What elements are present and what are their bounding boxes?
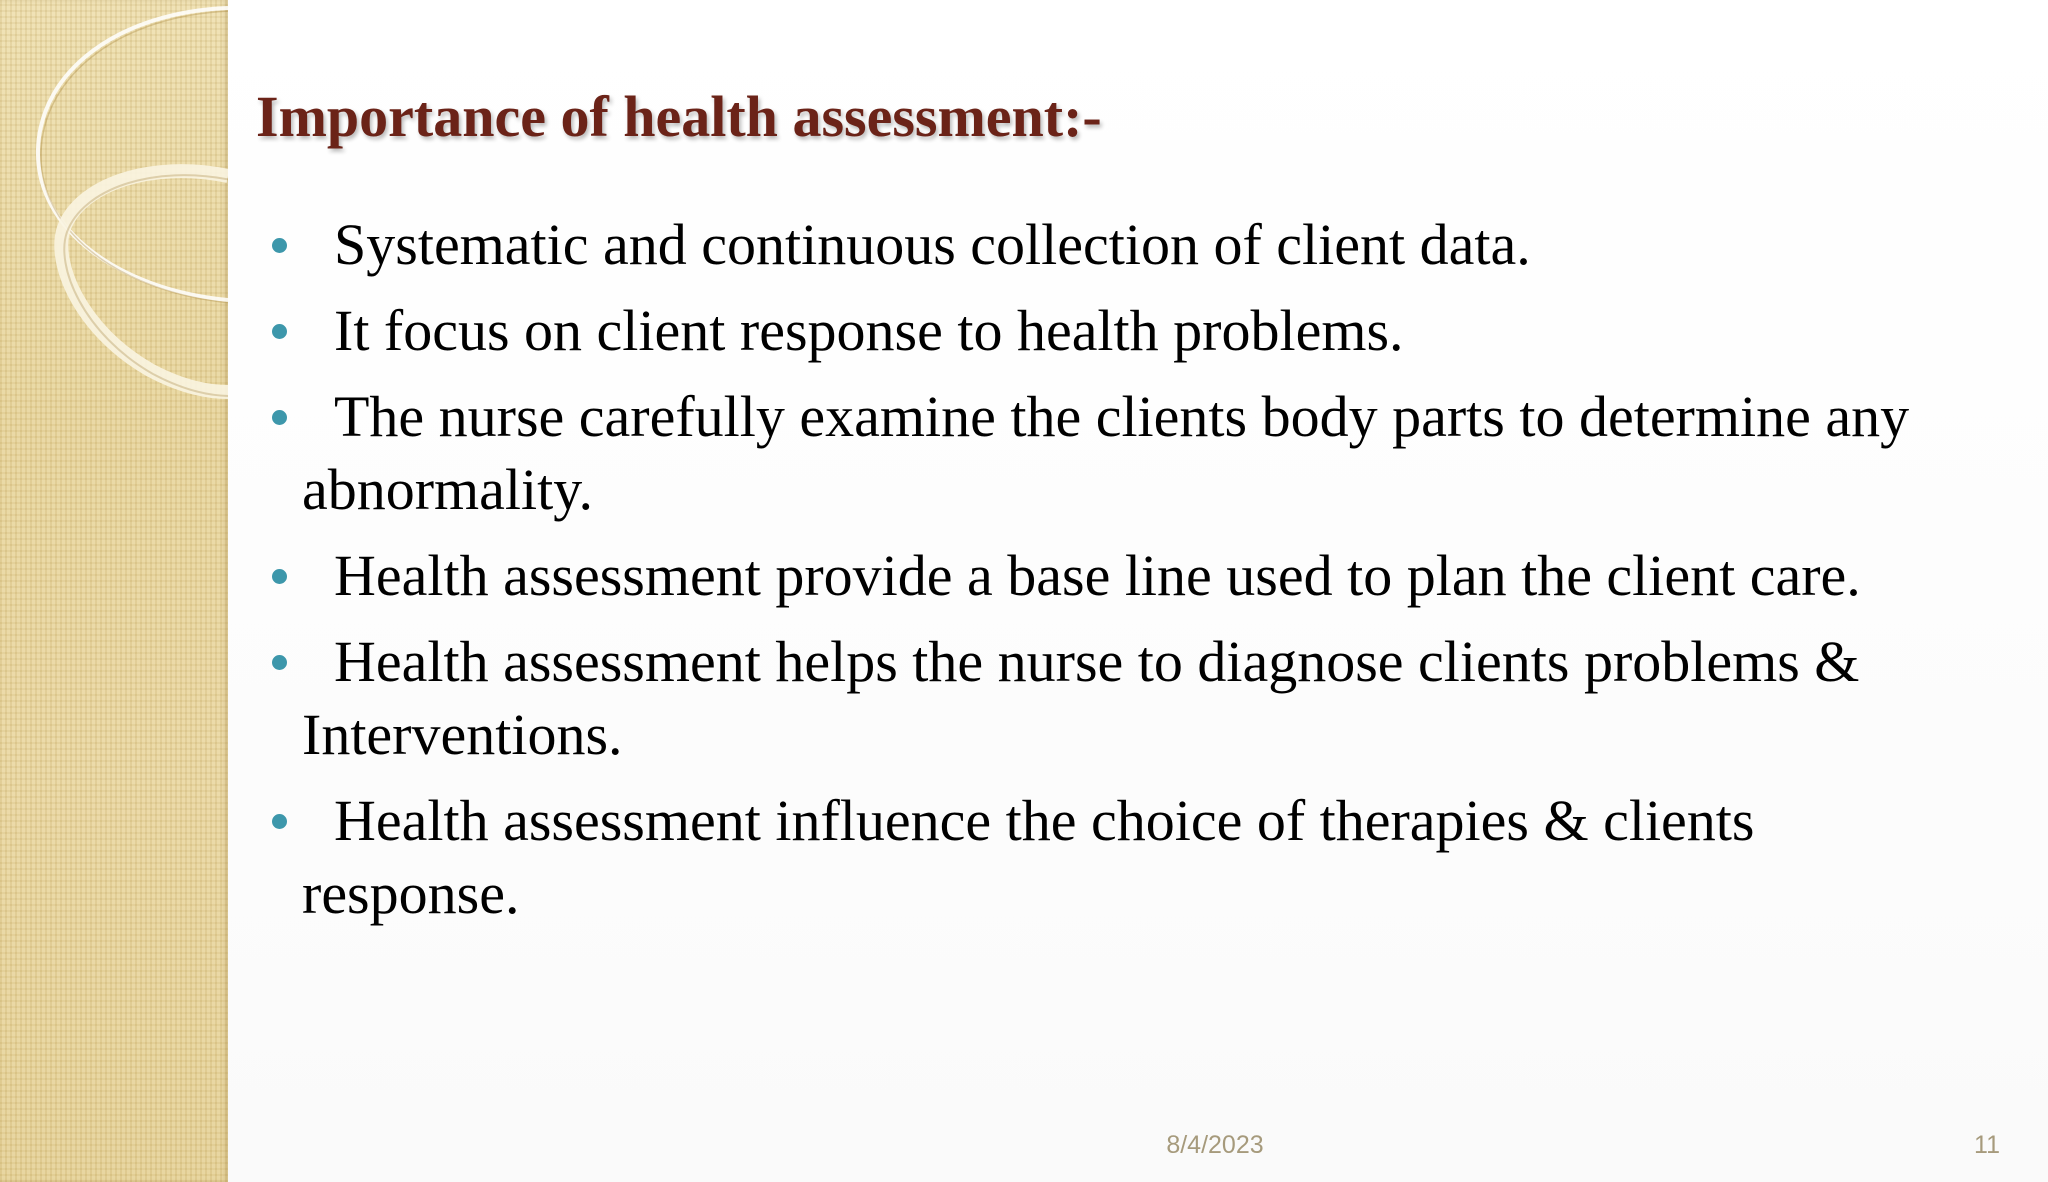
bullet-item (270, 380, 1970, 526)
bullet-dot-icon (272, 655, 287, 670)
bullet-item (270, 784, 1970, 930)
bullet-text: Health assessment provide a base line used to plan the client care. (334, 543, 1861, 608)
bullet-item (270, 625, 1970, 771)
bullet-dot-icon (272, 410, 287, 425)
bullet-text: It focus on client response to health problems. (334, 298, 1404, 363)
bullet-text: Health assessment influence the choice of therapies & clients response. (302, 788, 1755, 926)
page-number: 11 (1974, 1131, 2000, 1159)
bullet-item (270, 294, 1970, 367)
bullet-dot-icon (272, 814, 287, 829)
bullet-text: The nurse carefully examine the clients body parts to determine any abnormality. (302, 384, 1910, 522)
bullet-item (270, 539, 1970, 612)
bullet-text: Health assessment helps the nurse to diagnose clients problems & Interventions. (302, 629, 1860, 767)
bullet-dot-icon (272, 324, 287, 339)
bullet-dot-icon (272, 238, 287, 253)
bullet-item (270, 208, 1970, 281)
ring-ornament-icon (0, 0, 228, 420)
bullet-list (270, 208, 1970, 943)
slide-title: Importance of health assessment:- (256, 84, 1102, 149)
bullet-text: Systematic and continuous collection of client data. (334, 212, 1531, 277)
decorative-sidebar (0, 0, 228, 1182)
footer-date: 8/4/2023 (1166, 1131, 1264, 1159)
bullet-dot-icon (272, 569, 287, 584)
